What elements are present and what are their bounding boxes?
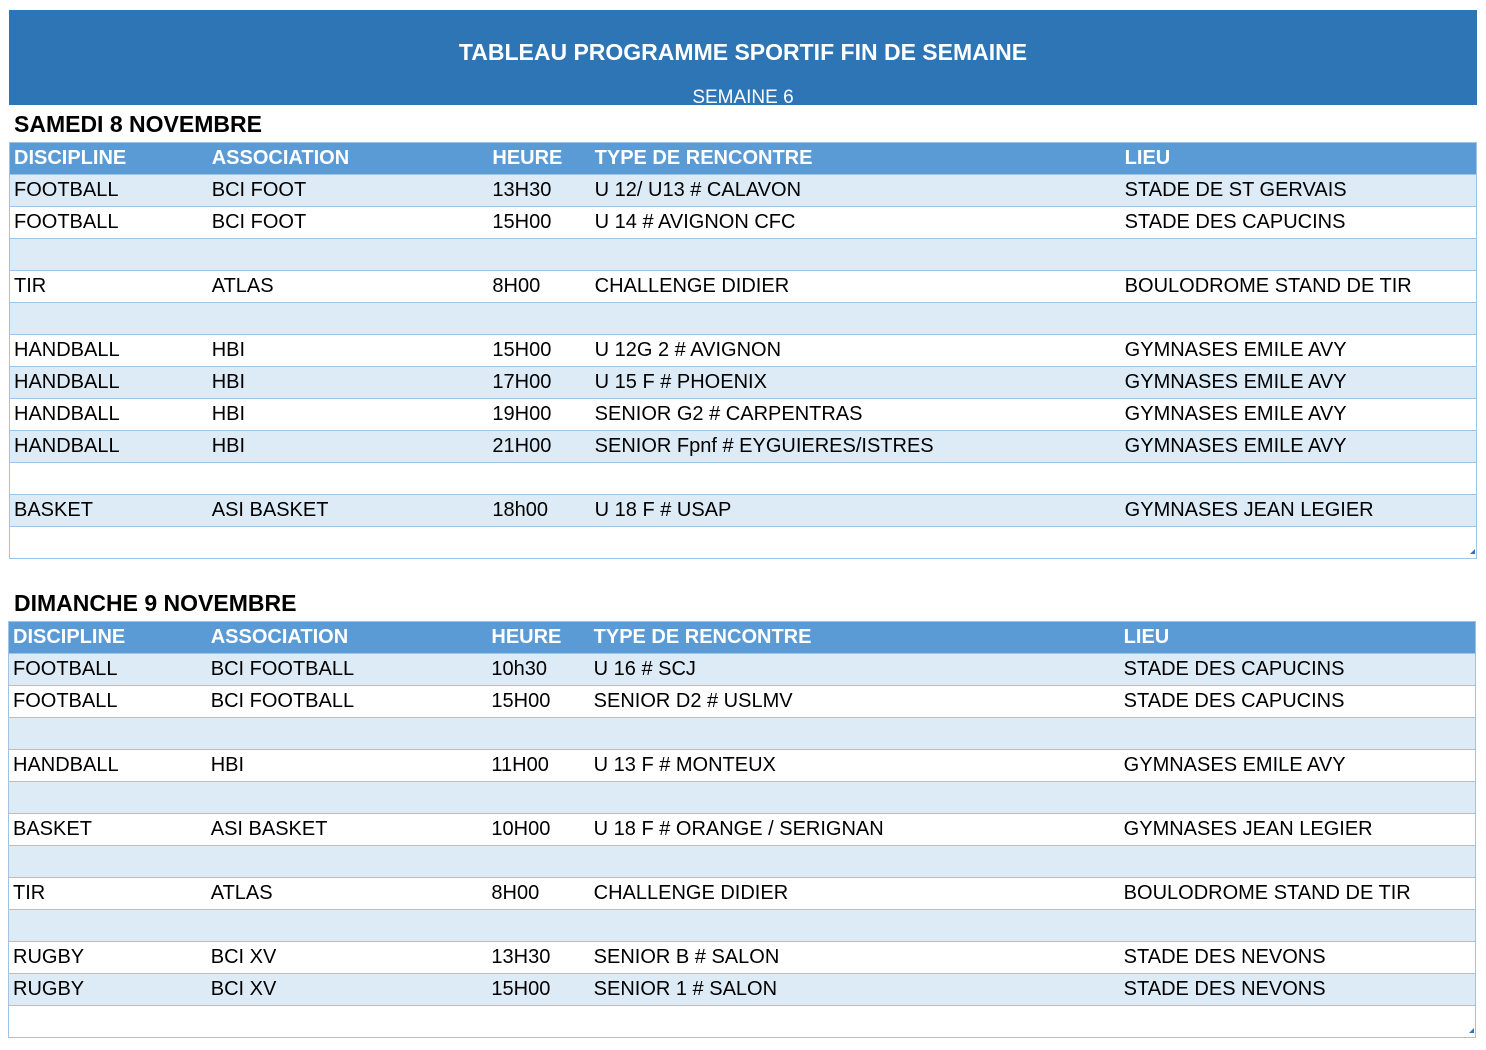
cell-heure: 10H00 [487,814,589,846]
cell-association: HBI [208,431,489,463]
cell-lieu: GYMNASES EMILE AVY [1121,367,1477,399]
cell-association [208,463,489,495]
cell-association: ASI BASKET [208,495,489,527]
cell-discipline: BASKET [9,814,207,846]
table-row [10,367,1477,399]
cell-association: BCI FOOT [208,175,489,207]
table-row [10,399,1477,431]
cell-lieu: STADE DES NEVONS [1120,974,1476,1006]
table-row [10,239,1477,271]
table-header-row [10,143,1477,175]
cell-association: BCI FOOT [208,207,489,239]
cell-association: BCI XV [207,942,488,974]
cell-association: BCI FOOTBALL [207,686,488,718]
cell-type-de-rencontre: U 16 # SCJ [590,654,1120,686]
table-row [10,207,1477,239]
cell-heure: 19H00 [488,399,590,431]
cell-heure: 13H30 [487,942,589,974]
cell-association [207,1006,488,1038]
column-header-lieu: LIEU [1121,143,1477,175]
cell-discipline [9,1006,207,1038]
cell-lieu [1121,303,1477,335]
cell-type-de-rencontre [590,910,1120,942]
cell-heure: 15H00 [487,974,589,1006]
cell-type-de-rencontre [590,846,1120,878]
cell-association: BCI FOOTBALL [207,654,488,686]
cell-heure [488,463,590,495]
table-row [9,910,1476,942]
cell-association [208,527,489,559]
cell-type-de-rencontre [590,718,1120,750]
cell-heure: 18h00 [488,495,590,527]
cell-lieu [1120,782,1476,814]
cell-type-de-rencontre [590,1006,1120,1038]
cell-lieu [1121,239,1477,271]
cell-heure: 15H00 [487,686,589,718]
cell-type-de-rencontre: U 18 F # ORANGE / SERIGNAN [590,814,1120,846]
cell-association: HBI [208,335,489,367]
cell-discipline [9,782,207,814]
cell-heure [488,239,590,271]
cell-lieu: GYMNASES JEAN LEGIER [1120,814,1476,846]
cell-discipline [10,303,208,335]
table-row [9,686,1476,718]
cell-lieu: GYMNASES EMILE AVY [1121,399,1477,431]
cell-type-de-rencontre [591,239,1121,271]
cell-heure [488,527,590,559]
cell-discipline: HANDBALL [9,750,207,782]
cell-heure [487,782,589,814]
column-header-discipline: DISCIPLINE [9,622,207,654]
schedule-table-sunday [8,621,1476,1038]
table-resize-handle[interactable] [1469,1028,1474,1033]
day-title-saturday: SAMEDI 8 NOVEMBRE [14,111,262,137]
cell-lieu: STADE DES NEVONS [1120,942,1476,974]
cell-discipline [9,718,207,750]
cell-lieu [1121,463,1477,495]
cell-lieu: STADE DE ST GERVAIS [1121,175,1477,207]
table-row [9,1006,1476,1038]
cell-association: BCI XV [207,974,488,1006]
table-row [10,495,1477,527]
table-row [10,431,1477,463]
cell-heure: 17H00 [488,367,590,399]
column-header-type-de-rencontre: TYPE DE RENCONTRE [591,143,1121,175]
cell-discipline [10,463,208,495]
cell-association [207,846,488,878]
cell-discipline: FOOTBALL [10,207,208,239]
cell-heure: 15H00 [488,207,590,239]
cell-association [207,910,488,942]
cell-discipline: HANDBALL [10,399,208,431]
cell-lieu [1120,718,1476,750]
column-header-association: ASSOCIATION [207,622,488,654]
table-row [9,654,1476,686]
cell-heure: 8H00 [487,878,589,910]
cell-lieu: STADE DES CAPUCINS [1121,207,1477,239]
cell-type-de-rencontre: SENIOR Fpnf # EYGUIERES/ISTRES [591,431,1121,463]
cell-association: HBI [208,399,489,431]
cell-lieu: GYMNASES EMILE AVY [1121,335,1477,367]
cell-lieu: BOULODROME STAND DE TIR [1120,878,1476,910]
column-header-heure: HEURE [488,143,590,175]
cell-type-de-rencontre: CHALLENGE DIDIER [591,271,1121,303]
cell-discipline [10,527,208,559]
cell-type-de-rencontre: U 14 # AVIGNON CFC [591,207,1121,239]
cell-type-de-rencontre [591,527,1121,559]
cell-type-de-rencontre: SENIOR D2 # USLMV [590,686,1120,718]
cell-association [207,782,488,814]
cell-lieu: GYMNASES EMILE AVY [1121,431,1477,463]
cell-discipline [9,910,207,942]
cell-discipline: HANDBALL [10,367,208,399]
table-row [9,878,1476,910]
cell-lieu [1121,527,1477,559]
table-row [10,335,1477,367]
cell-lieu [1120,1006,1476,1038]
cell-association: ATLAS [208,271,489,303]
cell-association: HBI [207,750,488,782]
table-row [10,271,1477,303]
cell-type-de-rencontre: SENIOR G2 # CARPENTRAS [591,399,1121,431]
cell-discipline: TIR [9,878,207,910]
cell-association: HBI [208,367,489,399]
table-row [9,942,1476,974]
cell-lieu: STADE DES CAPUCINS [1120,686,1476,718]
cell-type-de-rencontre [591,303,1121,335]
table-row [9,974,1476,1006]
schedule-table-saturday [9,142,1477,559]
cell-discipline: HANDBALL [10,431,208,463]
column-header-discipline: DISCIPLINE [10,143,208,175]
cell-type-de-rencontre [590,782,1120,814]
column-header-type-de-rencontre: TYPE DE RENCONTRE [590,622,1120,654]
cell-heure [487,910,589,942]
day-title-sunday: DIMANCHE 9 NOVEMBRE [14,590,297,616]
cell-association [208,303,489,335]
cell-type-de-rencontre [591,463,1121,495]
table-resize-handle[interactable] [1470,549,1475,554]
cell-heure [487,1006,589,1038]
cell-discipline: FOOTBALL [10,175,208,207]
cell-heure: 8H00 [488,271,590,303]
cell-association: ASI BASKET [207,814,488,846]
table-row [9,782,1476,814]
cell-lieu [1120,846,1476,878]
cell-type-de-rencontre: U 15 F # PHOENIX [591,367,1121,399]
cell-discipline [9,846,207,878]
cell-heure [488,303,590,335]
table-row [10,463,1477,495]
cell-type-de-rencontre: SENIOR B # SALON [590,942,1120,974]
header-banner [9,10,1477,108]
cell-discipline: TIR [10,271,208,303]
cell-type-de-rencontre: U 12/ U13 # CALAVON [591,175,1121,207]
cell-discipline: HANDBALL [10,335,208,367]
cell-type-de-rencontre: CHALLENGE DIDIER [590,878,1120,910]
cell-discipline [10,239,208,271]
table-row [9,814,1476,846]
cell-discipline: RUGBY [9,942,207,974]
cell-type-de-rencontre: U 18 F # USAP [591,495,1121,527]
table-row [10,303,1477,335]
table-row [10,175,1477,207]
cell-heure: 21H00 [488,431,590,463]
cell-association: ATLAS [207,878,488,910]
table-header-row [9,622,1476,654]
cell-heure [487,846,589,878]
page-title: TABLEAU PROGRAMME SPORTIF FIN DE SEMAINE [458,39,1028,65]
cell-type-de-rencontre: U 13 F # MONTEUX [590,750,1120,782]
cell-discipline: RUGBY [9,974,207,1006]
cell-discipline: FOOTBALL [9,654,207,686]
cell-lieu: BOULODROME STAND DE TIR [1121,271,1477,303]
cell-association [208,239,489,271]
cell-heure: 13H30 [488,175,590,207]
cell-lieu [1120,910,1476,942]
column-header-lieu: LIEU [1120,622,1476,654]
cell-lieu: GYMNASES JEAN LEGIER [1121,495,1477,527]
cell-heure: 10h30 [487,654,589,686]
cell-lieu: STADE DES CAPUCINS [1120,654,1476,686]
cell-type-de-rencontre: U 12G 2 # AVIGNON [591,335,1121,367]
cell-type-de-rencontre: SENIOR 1 # SALON [590,974,1120,1006]
table-row [9,750,1476,782]
cell-heure: 11H00 [487,750,589,782]
cell-association [207,718,488,750]
cell-heure: 15H00 [488,335,590,367]
table-row [9,718,1476,750]
cell-discipline: FOOTBALL [9,686,207,718]
cell-lieu: GYMNASES EMILE AVY [1120,750,1476,782]
week-subtitle: SEMAINE 6 [692,87,794,108]
cell-heure [487,718,589,750]
table-row [10,527,1477,559]
column-header-association: ASSOCIATION [208,143,489,175]
column-header-heure: HEURE [487,622,589,654]
table-row [9,846,1476,878]
cell-discipline: BASKET [10,495,208,527]
